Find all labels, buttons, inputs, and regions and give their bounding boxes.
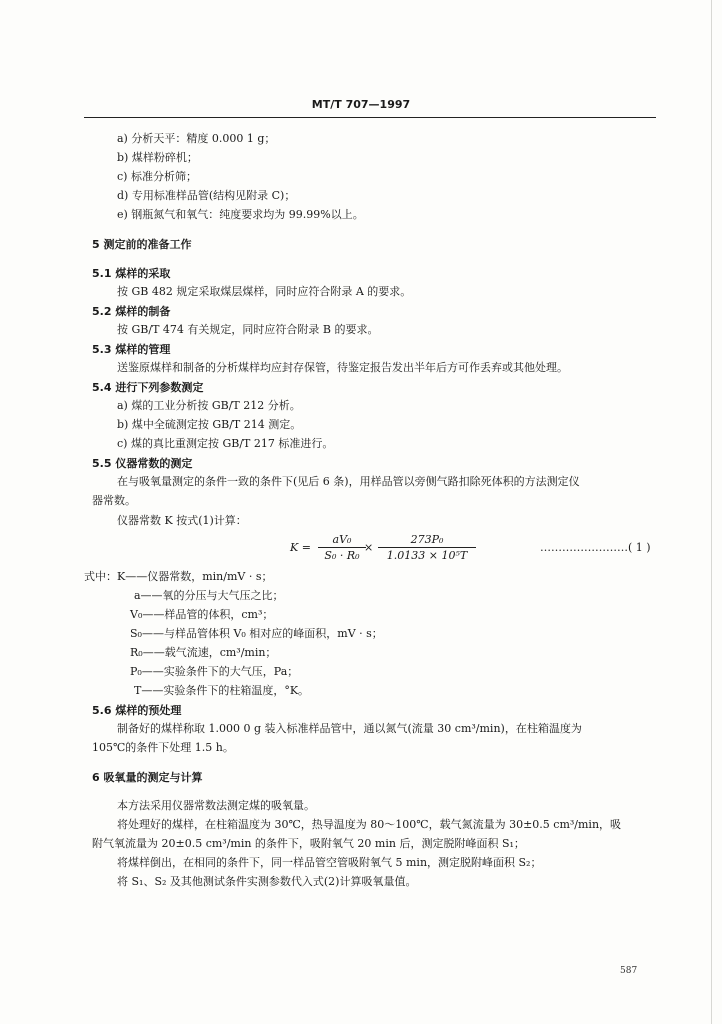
fraction-1-numerator: aV₀ (332, 533, 352, 546)
equation-lhs: K = (290, 541, 311, 554)
paragraph: 按 GB/T 474 有关规定，同时应符合附录 B 的要求。 (117, 323, 379, 336)
list-item: c) 煤的真比重测定按 GB/T 217 标准进行。 (117, 437, 334, 450)
list-item-balance: a) 分析天平：精度 0.000 1 g； (117, 132, 276, 145)
definition-P0: P₀——实验条件下的大气压，Pa； (130, 665, 299, 678)
paragraph: 在与吸氧量测定的条件一致的条件下(见后 6 条)，用样品管以旁侧气路扣除死体积的方法测定仪 (117, 475, 580, 488)
definition-V0: V₀——样品管的体积，cm³； (130, 608, 274, 621)
fraction-1-bar (318, 547, 366, 548)
paragraph: 将煤样倒出，在相同的条件下，同一样品管空管吸附氧气 5 min，测定脱附峰面积 S₂； (117, 856, 542, 869)
paragraph: 制备好的煤样称取 1.000 0 g 装入标准样品管中，通以氮气(流量 30 cm³/min)，在柱箱温度为 (117, 722, 582, 735)
fraction-2-numerator: 273P₀ (410, 533, 444, 546)
subsection-heading-5-2: 5.2 煤样的制备 (92, 305, 171, 318)
header-rule (84, 117, 656, 118)
section-heading-6: 6 吸氧量的测定与计算 (92, 771, 203, 784)
scan-edge (711, 0, 712, 1024)
definition-a: a——氧的分压与大气压之比； (134, 589, 284, 602)
paragraph-continuation: 附气氧流量为 20±0.5 cm³/min 的条件下，吸附氧气 20 min 后，测定脱附峰面积 S₁； (92, 837, 525, 850)
list-item: a) 煤的工业分析按 GB/T 212 分析。 (117, 399, 301, 412)
subsection-heading-5-3: 5.3 煤样的管理 (92, 343, 171, 356)
paragraph-continuation: 器常数。 (92, 494, 136, 507)
paragraph: 将处理好的煤样，在柱箱温度为 30℃，热导温度为 80～100℃，载气氮流量为 30±0.5 cm³/min，吸 (117, 818, 622, 831)
paragraph: 仪器常数 K 按式(1)计算： (117, 514, 247, 527)
paragraph: 按 GB 482 规定采取煤层煤样，同时应符合附录 A 的要求。 (117, 285, 412, 298)
paragraph: 本方法采用仪器常数法测定煤的吸氧量。 (117, 799, 315, 812)
list-item-sieve: c) 标准分析筛； (117, 170, 197, 183)
subsection-heading-5-5: 5.5 仪器常数的测定 (92, 457, 193, 470)
definition-K: 式中：K——仪器常数，min/mV · s； (84, 570, 273, 583)
page-number: 587 (620, 966, 638, 976)
fraction-2-denominator: 1.0133 × 10⁵T (386, 549, 468, 562)
section-heading-5: 5 测定前的准备工作 (92, 238, 192, 251)
list-item-crusher: b) 煤样粉碎机； (117, 151, 198, 164)
times-sign: × (364, 541, 374, 554)
fraction-2-bar (378, 547, 476, 548)
subsection-heading-5-6: 5.6 煤样的预处理 (92, 704, 182, 717)
list-item-sample-tube: d) 专用标准样品管(结构见附录 C)； (117, 189, 296, 202)
list-item-gases: e) 钢瓶氮气和氧气：纯度要求均为 99.99%以上。 (117, 208, 364, 221)
subsection-heading-5-4: 5.4 进行下列参数测定 (92, 381, 204, 394)
list-item: b) 煤中全硫测定按 GB/T 214 测定。 (117, 418, 302, 431)
definition-T: T——实验条件下的柱箱温度，°K。 (134, 684, 310, 697)
paragraph-continuation: 105℃的条件下处理 1.5 h。 (92, 741, 234, 754)
paragraph: 送鉴原煤样和制备的分析煤样均应封存保管，待鉴定报告发出半年后方可作丢弃或其他处理。 (117, 361, 568, 374)
fraction-1-denominator: S₀ · R₀ (324, 549, 360, 562)
subsection-heading-5-1: 5.1 煤样的采取 (92, 267, 171, 280)
definition-R0: R₀——载气流速，cm³/min； (130, 646, 277, 659)
definition-S0: S₀——与样品管体积 V₀ 相对应的峰面积，mV · s； (130, 627, 383, 640)
paragraph: 将 S₁、S₂ 及其他测试条件实测参数代入式(2)计算吸氧量值。 (117, 875, 417, 888)
running-header: MT/T 707—1997 (311, 98, 411, 111)
equation-number: ……………………( 1 ) (540, 541, 651, 554)
